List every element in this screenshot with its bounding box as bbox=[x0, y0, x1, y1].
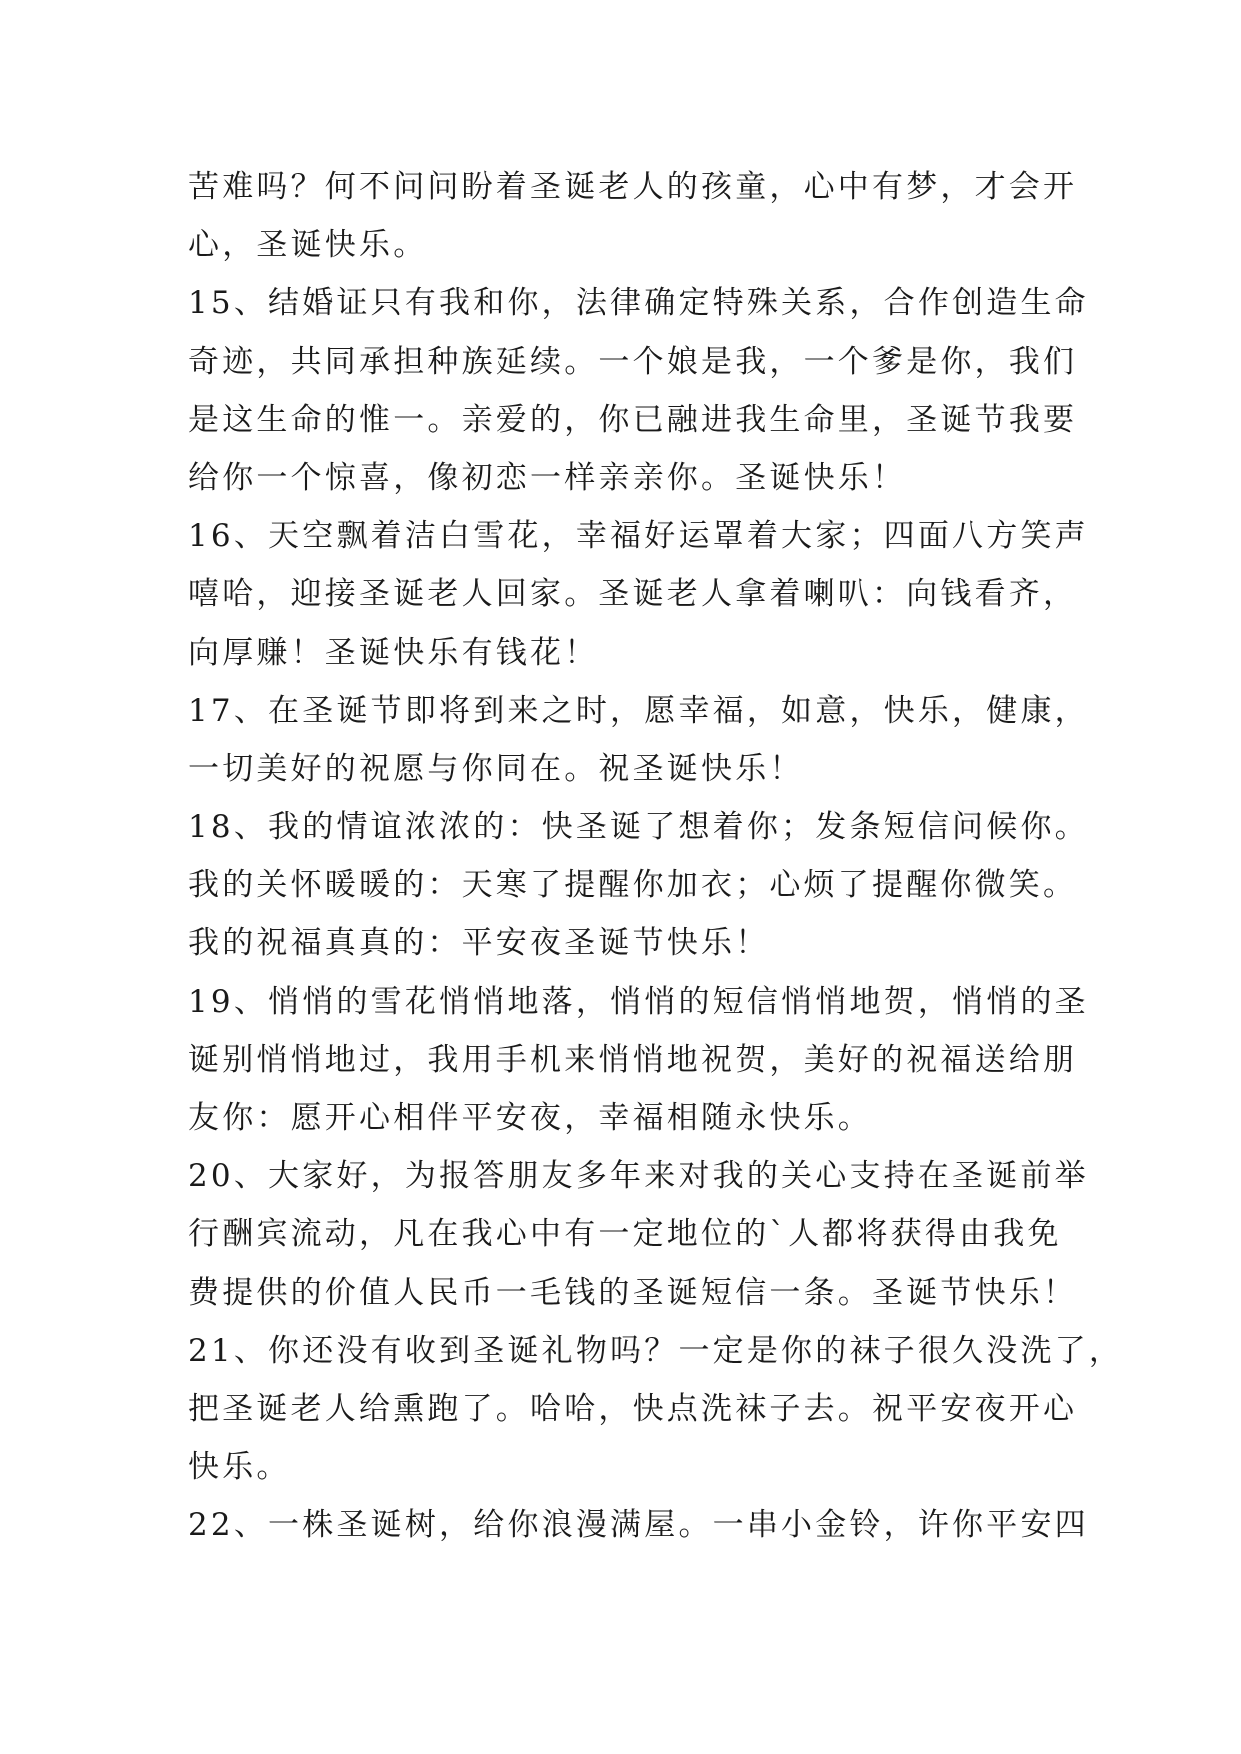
text-line: 把圣诞老人给熏跑了。哈哈，快点洗袜子去。祝平安夜开心 bbox=[188, 1390, 1078, 1427]
text-line: 16、天空飘着洁白雪花，幸福好运罩着大家；四面八方笑声 bbox=[188, 518, 1089, 555]
document-body bbox=[188, 158, 1124, 1555]
text-line: 向厚赚！圣诞快乐有钱花！ bbox=[188, 634, 599, 671]
text-line: 17、在圣诞节即将到来之时，愿幸福，如意，快乐，健康， bbox=[188, 692, 1089, 729]
text-line: 我的祝福真真的：平安夜圣诞节快乐！ bbox=[188, 925, 770, 962]
text-line: 我的关怀暖暖的：天寒了提醒你加衣；心烦了提醒你微笑。 bbox=[188, 867, 1078, 904]
text-line: 诞别悄悄地过，我用手机来悄悄地祝贺，美好的祝福送给朋 bbox=[188, 1041, 1078, 1078]
text-line: 友你：愿开心相伴平安夜，幸福相随永快乐。 bbox=[188, 1100, 872, 1136]
text-line: 19、悄悄的雪花悄悄地落，悄悄的短信悄悄地贺，悄悄的圣 bbox=[188, 983, 1089, 1020]
text-line: 是这生命的惟一。亲爱的，你已融进我生命里，圣诞节我要 bbox=[188, 401, 1078, 438]
text-line: 15、结婚证只有我和你，法律确定特殊关系，合作创造生命 bbox=[188, 285, 1089, 322]
text-line: 18、我的情谊浓浓的：快圣诞了想着你；发条短信问候你。 bbox=[188, 809, 1089, 846]
text-line: 快乐。 bbox=[188, 1449, 291, 1486]
text-line: 行酬宾流动，凡在我心中有一定地位的`人都将获得由我免 bbox=[188, 1216, 1062, 1253]
text-line: 心，圣诞快乐。 bbox=[188, 227, 428, 264]
text-line: 22、一株圣诞树，给你浪漫满屋。一串小金铃，许你平安四 bbox=[188, 1507, 1089, 1544]
text-line: 21、你还没有收到圣诞礼物吗？一定是你的袜子很久没洗了， bbox=[188, 1332, 1124, 1369]
text-line: 苦难吗？何不问问盼着圣诞老人的孩童，心中有梦，才会开 bbox=[188, 169, 1078, 205]
text-line: 一切美好的祝愿与你同在。祝圣诞快乐！ bbox=[188, 750, 804, 787]
text-line: 嘻哈，迎接圣诞老人回家。圣诞老人拿着喇叭：向钱看齐， bbox=[188, 576, 1078, 613]
text-line: 20、大家好，为报答朋友多年来对我的关心支持在圣诞前举 bbox=[188, 1158, 1089, 1195]
text-line: 奇迹，共同承担种族延续。一个娘是我，一个爹是你，我们 bbox=[188, 343, 1078, 380]
text-line: 给你一个惊喜，像初恋一样亲亲你。圣诞快乐！ bbox=[188, 459, 907, 496]
text-line: 费提供的价值人民币一毛钱的圣诞短信一条。圣诞节快乐！ bbox=[188, 1274, 1078, 1311]
